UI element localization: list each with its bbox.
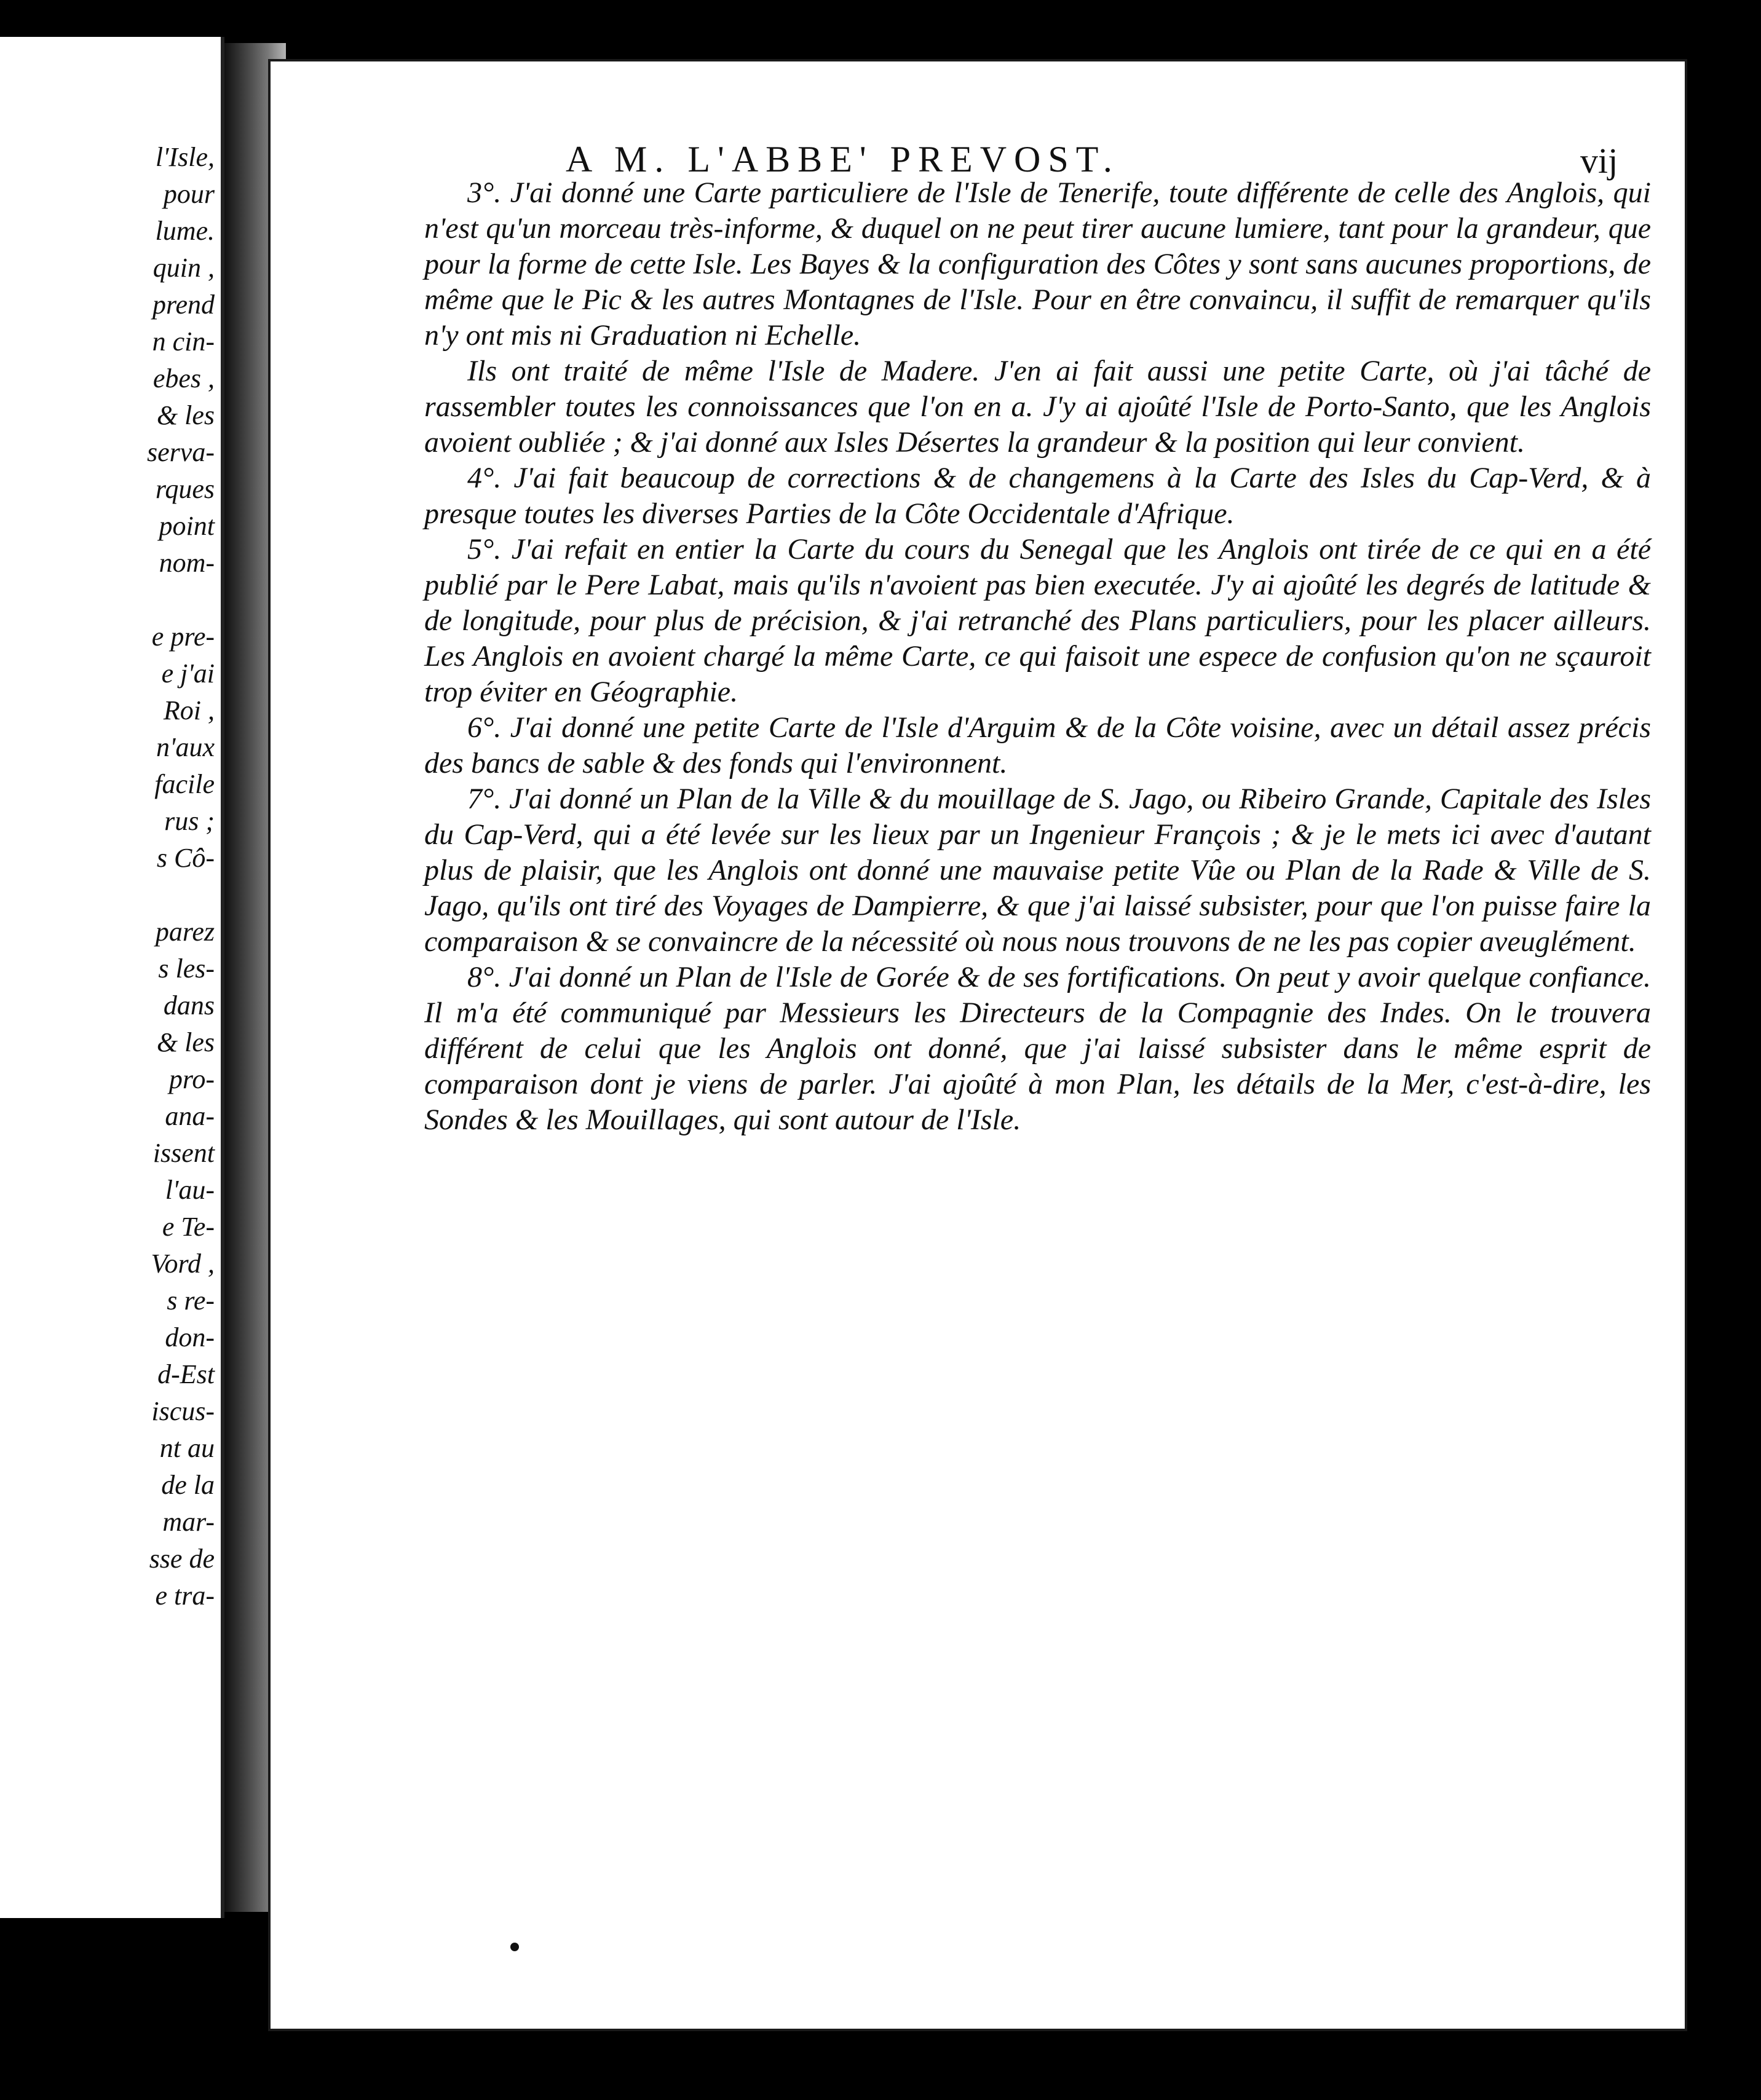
facing-page-line: dans [163,990,215,1020]
facing-page-line: nt au [159,1433,215,1463]
facing-page-line: point [159,511,215,541]
facing-page-line: quin , [152,253,215,283]
facing-page-line: serva- [147,437,215,467]
main-page [271,61,1685,2029]
facing-page-line: mar- [162,1507,215,1537]
paragraph-6: 6°. J'ai donné une petite Carte de l'Isle d'Arguim & de la Côte voisine, avec un détail assez précis des bancs de sable & des fonds qui l'environnent. [424,711,1651,780]
facing-page-line: pro- [168,1064,215,1094]
facing-page-line: pour [163,179,215,209]
facing-page-line: s re- [167,1285,215,1316]
facing-page-line: ebes , [152,363,215,393]
facing-page-line: facile [154,769,215,799]
facing-page-line: s les- [158,953,215,984]
facing-page-line: l'Isle, [155,142,215,172]
ink-dot [510,1943,519,1951]
paragraph-3: 3°. J'ai donné une Carte particuliere de l'Isle de Tenerife, toute différente de celle des Anglois, qui n'est qu'un morceau très-informe, & duquel on ne peut tirer aucune lumiere, tant pour la grandeur, que pour la forme de cette Isle. Les Bayes & la configuration des Côtes y sont sans aucunes proportions, de même que le Pic & les autres Montagnes de l'Isle. Pour en être convaincu, il suffit de remarquer qu'ils n'y ont mis ni Graduation ni Echelle. [424,176,1651,352]
facing-page-line: don- [165,1322,215,1352]
body-text [424,175,1651,1138]
facing-page-line: e Te- [162,1212,215,1242]
page-number: vij [1580,141,1618,181]
facing-page-line: parez [155,917,215,947]
facing-page-line: prend [152,290,215,320]
facing-page-line: & les [156,400,215,430]
paragraph-4: 4°. J'ai fait beaucoup de corrections & de changemens à la Carte des Isles du Cap-Verd, & à presque toutes les diverses Parties de la Côte Occidentale d'Afrique. [424,462,1651,530]
paragraph-8: 8°. J'ai donné un Plan de l'Isle de Gorée & de ses fortifications. On peut y avoir quelque confiance. Il m'a été communiqué par Messieurs les Directeurs de la Compagnie des Indes. On le trouvera différent de celui que les Anglois ont donné, que j'ai laissé subsister dans le même esprit de comparaison dont je viens de parler. J'ai ajoûté à mon Plan, les détails de la Mer, c'est-à-dire, les Sondes & les Mouillages, qui sont autour de l'Isle. [424,961,1651,1136]
facing-page-line: iscus- [151,1396,215,1426]
paragraph-7: 7°. J'ai donné un Plan de la Ville & du mouillage de S. Jago, ou Ribeiro Grande, Capitale des Isles du Cap-Verd, qui a été levée sur les lieux par un Ingenieur François ; & je le mets ici avec d'autant plus de plaisir, que les Anglois ont donné une mauvaise petite Vûe ou Plan de la Rade & Ville de S. Jago, qu'ils ont tiré des Voyages de Dampierre, & que j'ai laissé subsister, pour que l'on puisse faire la comparaison & se convaincre de la nécessité où nous nous trouvons de ne les pas copier aveuglément. [424,783,1651,958]
facing-page-line: issent [152,1138,215,1168]
facing-page-line: d-Est [157,1359,215,1389]
facing-page-fragment [0,37,224,1918]
facing-page-line: e j'ai [161,658,215,689]
paragraph-5: 5°. J'ai refait en entier la Carte du cours du Senegal que les Anglois ont tirée de ce qui en a été publié par le Pere Labat, mais qu'ils n'avoient pas bien executée. J'y ai ajoûté les degrés de latitude & de longitude, pour plus de précision, & j'ai retranché des Plans particuliers, pour les placer ailleurs. Les Anglois en avoient chargé la même Carte, ce qui faisoit une espece de confusion qu'on ne sçauroit trop éviter en Géographie. [424,533,1651,708]
facing-page-line: e pre- [151,622,215,652]
facing-page-line: sse de [149,1544,215,1574]
facing-page-line: Vord , [151,1249,215,1279]
facing-page-line: rus ; [164,806,215,836]
facing-page-line: n cin- [152,326,215,357]
facing-page-line: lume. [155,216,215,246]
facing-page-line: n'aux [156,732,215,762]
facing-page-line: Roi , [163,695,215,725]
paragraph-madere: Ils ont traité de même l'Isle de Madere. J'en ai fait aussi une petite Carte, où j'ai tâché de rassembler toutes les connoissances que l'on en a. J'y ai ajoûté l'Isle de Porto-Santo, que les Anglois avoient oubliée ; & j'ai donné aux Isles Désertes la grandeur & la position qui leur convient. [424,355,1651,459]
facing-page-line: & les [156,1027,215,1057]
facing-page-line: e tra- [155,1581,215,1611]
facing-page-line: nom- [159,548,215,578]
facing-page-line: rques [155,474,215,504]
facing-page-line: l'au- [165,1175,215,1205]
facing-page-line: de la [161,1470,215,1500]
facing-page-line: s Cô- [156,843,215,873]
running-head: A M. L'ABBE' PREVOST. [566,139,1120,180]
facing-page-line: ana- [165,1101,215,1131]
